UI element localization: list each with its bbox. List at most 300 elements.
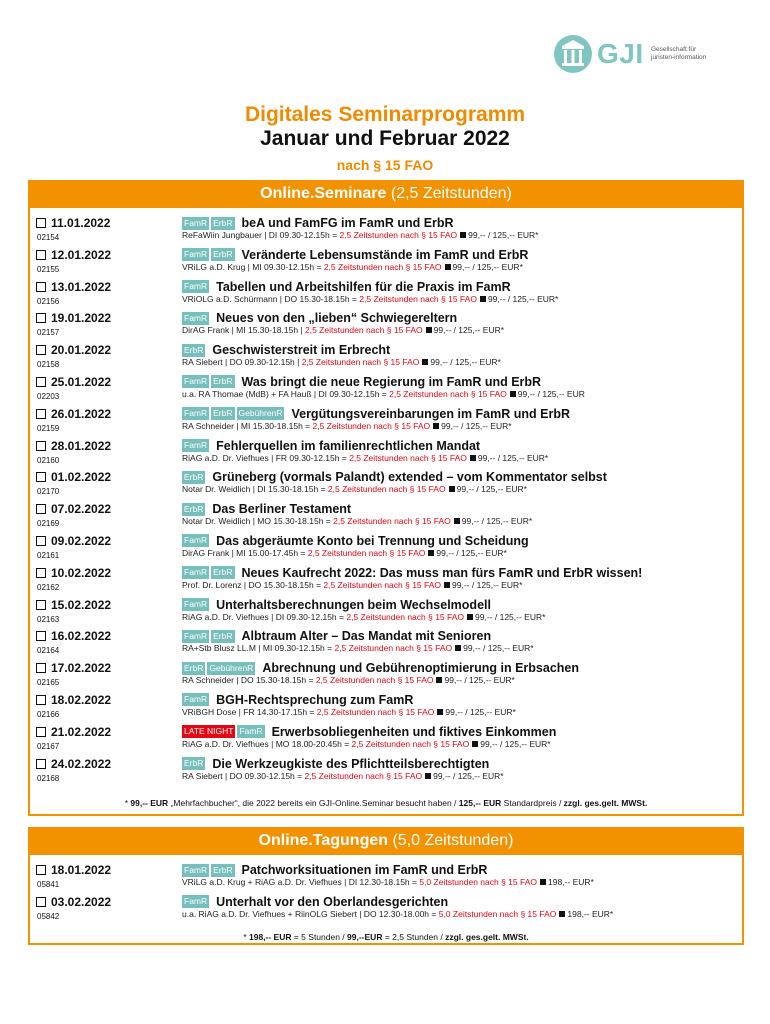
event-code: 02169 — [37, 519, 60, 529]
page-title: Digitales Seminarprogramm — [244, 103, 526, 126]
checkbox[interactable] — [36, 250, 46, 260]
event-price: 198,-- EUR* — [548, 877, 594, 887]
event-code: 02158 — [37, 360, 60, 370]
event-row — [30, 311, 742, 343]
tagungen-footnote — [30, 932, 742, 942]
event-title-text: beA und FamFG im FamR und ErbR — [241, 216, 454, 230]
category-tag: FamR — [184, 567, 208, 578]
category-tag: ErbR — [184, 758, 204, 769]
event-speaker: Notar Dr. Weidlich | MO 15.30-18.15h = — [182, 516, 334, 527]
event-speaker: u.a. RiAG a.D. Dr. Viefhues + RiinOLG Siebert | DO 12.30-18.00h = — [182, 908, 439, 919]
event-title — [182, 248, 528, 262]
event-price: 99,-- / 125,-- EUR* — [461, 516, 533, 527]
event-price: 99,-- / 125,-- EUR* — [444, 675, 515, 686]
event-details — [182, 357, 501, 367]
event-date — [36, 375, 111, 389]
category-tag: LATE NIGHT — [184, 726, 234, 737]
event-title-text: Was bringt die neue Regierung im FamR und ErbR — [241, 374, 542, 389]
event-hours: 2,5 Zeitstunden nach § 15 FAO — [305, 325, 423, 336]
square-bullet-icon — [445, 264, 451, 270]
event-title-text: Neues Kaufrecht 2022: Das muss man fürs FamR und ErbR wissen! — [241, 565, 643, 580]
event-title-text: Grüneberg (vormals Palandt) extended – vom Kommentator selbst — [212, 470, 607, 485]
event-price: 99,-- / 125,-- EUR* — [436, 547, 507, 558]
event-code: 05841 — [37, 880, 60, 889]
event-title-text: Neues von den „lieben“ Schwiegereltern — [216, 311, 458, 326]
event-row — [30, 407, 742, 439]
event-title-text: Geschwisterstreit im Erbrecht — [212, 343, 391, 358]
event-hours: 2,5 Zeitstunden nach § 15 FAO — [327, 484, 446, 495]
event-speaker: DirAG Frank | MI 15.00-17.45h = — [182, 547, 308, 558]
square-bullet-icon — [436, 677, 442, 683]
event-hours: 2,5 Zeitstunden nach § 15 FAO — [312, 420, 431, 431]
event-title-text: Abrechnung und Gebührenoptimierung in Erbsachen — [262, 661, 580, 676]
event-row — [30, 439, 742, 471]
event-details — [182, 643, 534, 653]
event-details — [182, 230, 539, 240]
category-tag: FamR — [184, 896, 208, 907]
gji-logo — [553, 34, 713, 78]
logo-text: GJI — [597, 38, 644, 69]
event-title — [182, 343, 390, 357]
event-title — [182, 407, 570, 421]
category-tag: FamR — [184, 630, 208, 641]
event-row — [30, 534, 742, 566]
event-date-text: 24.02.2022 — [51, 756, 112, 771]
event-title — [182, 661, 579, 675]
checkbox[interactable] — [36, 897, 46, 907]
fn-part: Standardpreis / — [501, 798, 564, 808]
event-price: 99,-- / 125,-- EUR* — [433, 770, 504, 781]
square-bullet-icon — [426, 327, 432, 333]
seminar-list — [30, 208, 742, 788]
event-title — [182, 566, 642, 580]
event-price: 99,-- / 125,-- EUR* — [433, 325, 505, 336]
event-date-text: 21.02.2022 — [51, 724, 112, 739]
event-speaker: u.a. RA Thomae (MdB) + FA Hauß | DI 09.30-12.15h = — [182, 388, 390, 399]
category-tag: FamR — [184, 376, 208, 387]
fn-bold: 99,--EUR — [347, 932, 383, 942]
fn-part: = 2,5 Stunden / — [382, 932, 446, 942]
event-row — [30, 725, 742, 757]
event-title — [182, 502, 351, 516]
checkbox[interactable] — [36, 536, 46, 546]
checkbox[interactable] — [36, 663, 46, 673]
checkbox[interactable] — [36, 472, 46, 482]
event-hours: 2,5 Zeitstunden nach § 15 FAO — [315, 675, 434, 686]
event-title-text: Das Berliner Testament — [212, 502, 352, 517]
tagungen-title-rest: (5,0 Zeitstunden) — [388, 832, 514, 849]
event-code: 02156 — [37, 296, 60, 306]
event-code: 02167 — [37, 741, 60, 751]
event-title-text: Erwerbsobliegenheiten und fiktives Einkommen — [271, 724, 557, 739]
event-date-text: 15.02.2022 — [51, 597, 112, 612]
fn-bold: 99,-- EUR — [130, 798, 169, 808]
event-details — [182, 909, 613, 919]
square-bullet-icon — [437, 709, 443, 715]
event-price: 99,-- / 125,-- EUR* — [468, 230, 539, 240]
fn-part: * — [243, 932, 249, 942]
event-title — [182, 216, 454, 230]
event-title — [182, 534, 529, 548]
event-speaker: RA Schneider | DO 15.30-18.15h = — [182, 675, 316, 686]
category-tag: ErbR — [184, 662, 204, 673]
event-details — [182, 262, 523, 272]
event-row — [30, 863, 742, 895]
tagungen-title — [30, 829, 742, 855]
seminars-title-rest: (2,5 Zeitstunden) — [386, 185, 512, 202]
event-row — [30, 216, 742, 248]
event-code: 02157 — [37, 328, 60, 338]
event-speaker: Notar Dr. Weidlich | DI 15.30-18.15h = — [182, 484, 328, 495]
event-hours: 2,5 Zeitstunden nach § 15 FAO — [359, 293, 477, 304]
event-details — [182, 516, 532, 526]
event-date — [36, 280, 111, 294]
tagung-list — [30, 855, 742, 927]
tagungen-title-bold: Online.Tagungen — [258, 832, 389, 849]
event-title-text: Fehlerquellen im familienrechtlichen Mandat — [216, 438, 481, 453]
event-speaker: ReFaWiin Jungbauer | DI 09.30-12.15h = — [182, 230, 340, 240]
event-title-text: Unterhaltsberechnungen beim Wechselmodell — [216, 597, 491, 612]
fn-bold: 198,-- EUR — [248, 932, 292, 942]
event-details — [182, 612, 545, 622]
event-speaker: VRiOLG a.D. Schürmann | DO 15.30-18.15h = — [182, 293, 360, 304]
event-details — [182, 294, 558, 304]
category-tag: FamR — [184, 864, 208, 875]
event-details — [182, 739, 551, 749]
event-row — [30, 661, 742, 693]
event-code: 02159 — [37, 423, 60, 433]
event-title — [182, 693, 413, 707]
event-details — [182, 580, 522, 590]
event-hours: 5,0 Zeitstunden nach § 15 FAO — [419, 877, 538, 887]
event-date-text: 01.02.2022 — [51, 470, 112, 485]
event-code: 02163 — [37, 614, 60, 624]
category-tag: FamR — [184, 312, 208, 323]
checkbox[interactable] — [36, 282, 46, 292]
event-hours: 2,5 Zeitstunden nach § 15 FAO — [316, 706, 435, 717]
event-price: 99,-- / 125,-- EUR* — [441, 420, 512, 431]
event-code: 02164 — [37, 646, 60, 656]
event-hours: 2,5 Zeitstunden nach § 15 FAO — [333, 516, 451, 527]
event-date-text: 11.01.2022 — [51, 216, 111, 230]
event-speaker: VRiLG a.D. Krug | MI 09.30-12.15h = — [182, 261, 324, 272]
category-tag: GebührenR — [209, 662, 254, 673]
event-title — [182, 895, 448, 909]
event-hours: 2,5 Zeitstunden nach § 15 FAO — [323, 579, 442, 590]
event-price: 99,-- / 125,-- EUR — [517, 388, 585, 399]
square-bullet-icon — [422, 359, 428, 365]
category-tag: ErbR — [213, 408, 233, 419]
event-row — [30, 566, 742, 598]
event-date — [36, 598, 111, 612]
square-bullet-icon — [510, 391, 516, 397]
square-bullet-icon — [425, 773, 431, 779]
category-tag: FamR — [184, 440, 208, 451]
event-title — [182, 311, 457, 325]
event-date — [36, 311, 111, 325]
event-details — [182, 877, 594, 887]
category-tag: FamR — [184, 535, 208, 546]
event-price: 99,-- / 125,-- EUR* — [456, 484, 527, 495]
checkbox[interactable] — [36, 631, 46, 641]
event-price: 99,-- / 125,-- EUR* — [477, 452, 549, 463]
event-row — [30, 470, 742, 502]
event-code: 02154 — [37, 233, 60, 242]
checkbox[interactable] — [36, 441, 46, 451]
event-speaker: RiAG a.D. Dr. Viefhues | DI 09.30-12.15h = — [182, 611, 347, 622]
event-hours: 2,5 Zeitstunden nach § 15 FAO — [349, 452, 467, 463]
event-title — [182, 725, 556, 739]
checkbox[interactable] — [36, 759, 46, 769]
category-tag: FamR — [184, 694, 208, 705]
event-hours: 2,5 Zeitstunden nach § 15 FAO — [389, 388, 507, 399]
square-bullet-icon — [444, 582, 450, 588]
category-tag: ErbR — [213, 567, 233, 578]
fn-part: * — [124, 798, 131, 808]
event-title-text: Vergütungsvereinbarungen im FamR und ErbR — [291, 406, 570, 421]
event-speaker: RiAG a.D. Dr. Viefhues | FR 09.30-12.15h = — [182, 452, 350, 463]
event-date-text: 07.02.2022 — [51, 502, 112, 517]
event-date-text: 17.02.2022 — [51, 661, 112, 676]
page-subtitle: Januar und Februar 2022 — [260, 127, 510, 150]
checkbox[interactable] — [36, 345, 46, 355]
category-tag: FamR — [239, 726, 263, 737]
checkbox[interactable] — [36, 218, 46, 228]
checkbox[interactable] — [36, 377, 46, 387]
square-bullet-icon — [454, 518, 460, 524]
event-code: 02155 — [37, 264, 60, 274]
event-hours: 5,0 Zeitstunden nach § 15 FAO — [438, 908, 557, 919]
page-note: nach § 15 FAO — [336, 157, 434, 173]
event-date — [36, 757, 111, 771]
event-hours: 2,5 Zeitstunden nach § 15 FAO — [301, 357, 420, 368]
seminars-footnote — [30, 798, 742, 808]
fn-part: = 5 Stunden / — [291, 932, 348, 942]
event-speaker: RA+Stb Blusz LL.M | MI 09.30-12.15h = — [182, 643, 335, 654]
event-title-text: Patchworksituationen im FamR und ErbR — [241, 863, 488, 877]
event-details — [182, 484, 527, 494]
event-date-text: 16.02.2022 — [51, 629, 112, 644]
checkbox[interactable] — [36, 727, 46, 737]
event-date-text: 13.01.2022 — [51, 279, 112, 294]
event-title-text: BGH-Rechtsprechung zum FamR — [216, 692, 414, 707]
event-date — [36, 725, 111, 739]
category-tag: ErbR — [184, 471, 204, 482]
event-hours: 2,5 Zeitstunden nach § 15 FAO — [346, 611, 465, 622]
square-bullet-icon — [559, 911, 565, 917]
category-tag: FamR — [184, 408, 208, 419]
square-bullet-icon — [428, 550, 434, 556]
event-title — [182, 375, 541, 389]
event-date-text: 25.01.2022 — [51, 374, 112, 389]
logo-subtitle: Gesellschaft für juristen-information — [651, 46, 707, 61]
event-date — [36, 629, 111, 643]
square-bullet-icon — [433, 423, 439, 429]
square-bullet-icon — [540, 879, 546, 885]
category-tag: ErbR — [213, 249, 233, 260]
event-row — [30, 280, 742, 312]
event-price: 99,-- / 125,-- EUR* — [452, 579, 523, 590]
seminars-title — [30, 182, 742, 208]
event-date — [36, 534, 111, 548]
event-details — [182, 675, 515, 685]
checkbox[interactable] — [36, 313, 46, 323]
event-speaker: RiAG a.D. Dr. Viefhues | MO 18.00-20.45h = — [182, 738, 352, 749]
event-hours: 2,5 Zeitstunden nach § 15 FAO — [304, 770, 423, 781]
event-details — [182, 325, 504, 335]
tagungen-section — [28, 827, 744, 945]
event-code: 02162 — [37, 582, 60, 592]
event-code: 05842 — [37, 911, 60, 921]
event-row — [30, 343, 742, 375]
event-code: 02161 — [37, 550, 60, 560]
checkbox[interactable] — [36, 600, 46, 610]
gji-emblem-icon — [553, 34, 593, 74]
event-price: 99,-- / 125,-- EUR* — [463, 643, 534, 654]
event-date — [36, 863, 111, 877]
event-date — [36, 895, 111, 909]
square-bullet-icon — [470, 455, 476, 461]
checkbox[interactable] — [36, 695, 46, 705]
event-details — [182, 389, 585, 399]
event-hours: 2,5 Zeitstunden nach § 15 FAO — [339, 230, 458, 240]
category-tag: FamR — [184, 599, 208, 610]
event-date — [36, 661, 111, 675]
event-date-text: 03.02.2022 — [51, 894, 112, 909]
event-date-text: 20.01.2022 — [51, 343, 112, 358]
event-hours: 2,5 Zeitstunden nach § 15 FAO — [334, 643, 453, 654]
fn-bold: zzgl. ges.gelt. MWSt. — [445, 932, 529, 942]
fn-bold: zzgl. ges.gelt. MWSt. — [563, 798, 648, 808]
event-date — [36, 343, 111, 357]
event-speaker: RA Schneider | MI 15.30-18.15h = — [182, 420, 313, 431]
checkbox[interactable] — [36, 568, 46, 578]
event-title — [182, 629, 491, 643]
checkbox[interactable] — [36, 504, 46, 514]
event-title-text: Das abgeräumte Konto bei Trennung und Scheidung — [216, 533, 529, 548]
event-title-text: Unterhalt vor den Oberlandesgerichten — [216, 894, 449, 909]
event-row — [30, 502, 742, 534]
event-code: 02168 — [37, 773, 60, 783]
event-price: 99,-- / 125,-- EUR* — [445, 706, 516, 717]
event-date-text: 19.01.2022 — [51, 311, 112, 326]
event-date-text: 18.01.2022 — [51, 863, 112, 877]
event-title — [182, 863, 487, 877]
event-code: 02166 — [37, 709, 60, 719]
event-row — [30, 598, 742, 630]
event-row — [30, 757, 742, 789]
event-code: 02165 — [37, 678, 60, 688]
event-speaker: Prof. Dr. Lorenz | DO 15.30-18.15h = — [182, 579, 324, 590]
event-date-text: 18.02.2022 — [51, 692, 112, 707]
event-title — [182, 280, 511, 294]
event-row — [30, 629, 742, 661]
event-date — [36, 693, 111, 707]
event-code: 02170 — [37, 487, 60, 497]
event-date — [36, 407, 111, 421]
event-row — [30, 375, 742, 407]
seminars-title-bold: Online.Seminare — [260, 185, 387, 202]
event-title — [182, 470, 607, 484]
event-speaker: VRiBGH Dose | FR 14.30-17.15h = — [182, 706, 317, 717]
seminars-section — [28, 180, 744, 816]
event-price: 99,-- / 125,-- EUR* — [487, 293, 559, 304]
event-title — [182, 757, 489, 771]
checkbox[interactable] — [36, 865, 46, 875]
event-price: 99,-- / 125,-- EUR* — [452, 261, 523, 272]
event-hours: 2,5 Zeitstunden nach § 15 FAO — [307, 547, 426, 558]
event-price: 99,-- / 125,-- EUR* — [480, 738, 551, 749]
category-tag: ErbR — [213, 376, 233, 387]
event-price: 99,-- / 125,-- EUR* — [430, 357, 501, 368]
event-date — [36, 502, 111, 516]
event-price: 99,-- / 125,-- EUR* — [475, 611, 546, 622]
event-speaker: DirAG Frank | MI 15.30-18.15h | — [182, 325, 305, 336]
event-title-text: Albtraum Alter – Das Mandat mit Senioren — [241, 629, 492, 644]
event-hours: 2,5 Zeitstunden nach § 15 FAO — [323, 261, 442, 272]
event-title-text: Tabellen und Arbeitshilfen für die Praxis im FamR — [216, 279, 511, 294]
checkbox[interactable] — [36, 409, 46, 419]
category-tag: FamR — [184, 281, 208, 292]
square-bullet-icon — [480, 296, 486, 302]
event-title — [182, 598, 491, 612]
category-tag: ErbR — [184, 344, 204, 355]
event-date — [36, 248, 111, 262]
event-date-text: 09.02.2022 — [51, 533, 112, 548]
event-details — [182, 421, 512, 431]
event-row — [30, 895, 742, 927]
category-tag: ErbR — [213, 864, 233, 875]
event-date — [36, 216, 110, 230]
event-row — [30, 248, 742, 280]
square-bullet-icon — [467, 614, 473, 620]
square-bullet-icon — [449, 486, 455, 492]
category-tag: FamR — [184, 249, 208, 260]
square-bullet-icon — [455, 645, 461, 651]
event-details — [182, 771, 504, 781]
event-details — [182, 707, 516, 717]
event-row — [30, 693, 742, 725]
category-tag: ErbR — [213, 217, 233, 228]
event-speaker: VRiLG a.D. Krug + RiAG a.D. Dr. Viefhues | DI 12.30-18.15h = — [182, 877, 420, 887]
square-bullet-icon — [460, 232, 466, 238]
category-tag: ErbR — [213, 630, 233, 641]
event-price: 198,-- EUR* — [567, 908, 614, 919]
event-date — [36, 439, 111, 453]
event-date-text: 10.02.2022 — [51, 565, 112, 580]
event-speaker: RA Siebert | DO 09.30-12.15h | — [182, 357, 302, 368]
category-tag: GebührenR — [238, 408, 283, 419]
category-tag: FamR — [184, 217, 208, 228]
event-title-text: Veränderte Lebensumstände im FamR und ErbR — [241, 247, 529, 262]
square-bullet-icon — [472, 741, 478, 747]
event-speaker: RA Siebert | DO 09.30-12.15h = — [182, 770, 305, 781]
event-date — [36, 566, 111, 580]
event-title-text: Die Werkzeugkiste des Pflichtteilsberechtigten — [212, 756, 490, 771]
fn-part: „Mehrfachbucher“, die 2022 bereits ein GJI-Online.Seminar besucht haben / — [168, 798, 459, 808]
event-title — [182, 439, 480, 453]
event-date-text: 28.01.2022 — [51, 438, 112, 453]
category-tag: ErbR — [184, 503, 204, 514]
event-hours: 2,5 Zeitstunden nach § 15 FAO — [351, 738, 470, 749]
event-code: 02160 — [37, 455, 60, 465]
event-code: 02203 — [37, 391, 60, 401]
event-details — [182, 548, 507, 558]
event-date — [36, 470, 111, 484]
event-details — [182, 453, 548, 463]
event-date-text: 12.01.2022 — [51, 247, 112, 262]
event-date-text: 26.01.2022 — [51, 406, 112, 421]
